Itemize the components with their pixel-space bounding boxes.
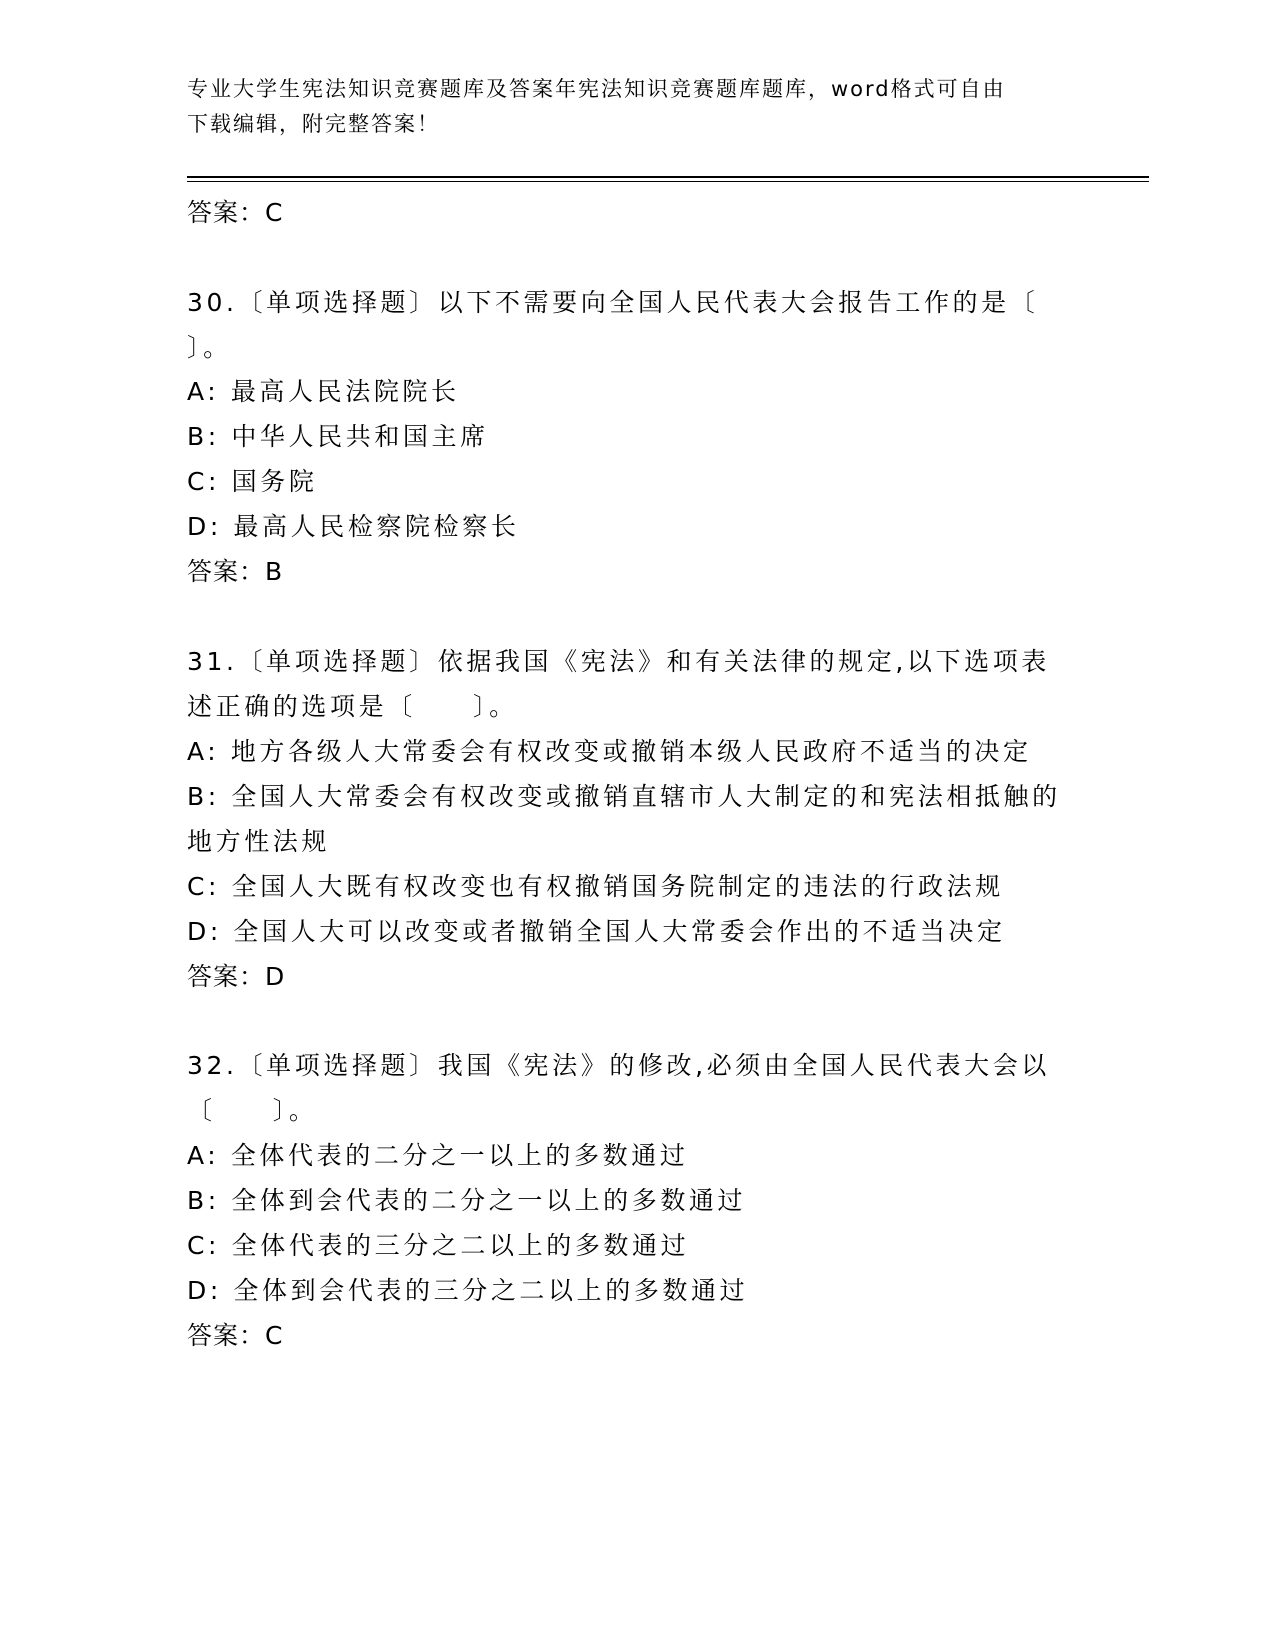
question-stem: 32.〔单项选择题〕我国《宪法》的修改,必须由全国人民代表大会以 (187, 1051, 1050, 1080)
option-b-cont: 地方性法规 (187, 827, 331, 856)
answer-line: 答案：D (187, 962, 286, 991)
option-c: C: 全体代表的三分之二以上的多数通过 (187, 1231, 690, 1260)
option-a: A: 全体代表的二分之一以上的多数通过 (187, 1141, 689, 1170)
header-line: 专业大学生宪法知识竞赛题库及答案年宪法知识竞赛题库题库，word格式可自由 (187, 77, 1006, 101)
option-c: C: 国务院 (187, 467, 318, 496)
answer-line: 答案：C (187, 198, 284, 227)
option-a: A: 最高人民法院院长 (187, 377, 460, 406)
option-d: D: 最高人民检察院检察长 (187, 512, 520, 541)
question-stem-cont: 〕。 (187, 333, 232, 362)
option-a: A: 地方各级人大常委会有权改变或撤销本级人民政府不适当的决定 (187, 737, 1032, 766)
question-stem-cont: 述正确的选项是〔 〕。 (187, 692, 518, 721)
option-b: B: 全体到会代表的二分之一以上的多数通过 (187, 1186, 747, 1215)
header-line: 下载编辑，附完整答案！ (187, 112, 440, 136)
option-b: B: 中华人民共和国主席 (187, 422, 489, 451)
option-b: B: 全国人大常委会有权改变或撤销直辖市人大制定的和宪法相抵触的 (187, 782, 1061, 811)
header-divider (187, 176, 1149, 178)
answer-line: 答案：B (187, 557, 284, 586)
header-divider-thin (187, 181, 1149, 182)
document-header (187, 72, 1067, 142)
option-d: D: 全体到会代表的三分之二以上的多数通过 (187, 1276, 749, 1305)
question-stem: 30.〔单项选择题〕以下不需要向全国人民代表大会报告工作的是〔 (187, 288, 1039, 317)
option-d: D: 全国人大可以改变或者撤销全国人大常委会作出的不适当决定 (187, 917, 1006, 946)
question-stem: 31.〔单项选择题〕依据我国《宪法》和有关法律的规定,以下选项表 (187, 647, 1050, 676)
question-stem-cont: 〔 〕。 (187, 1096, 318, 1125)
option-c: C: 全国人大既有权改变也有权撤销国务院制定的违法的行政法规 (187, 872, 1004, 901)
answer-line: 答案：C (187, 1321, 284, 1350)
